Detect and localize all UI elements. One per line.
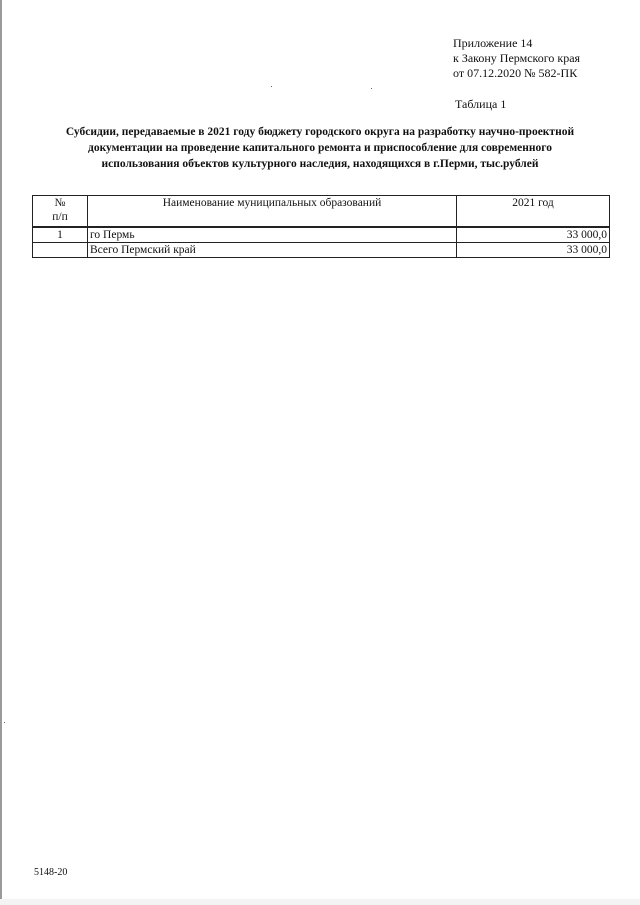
row-municipality: Всего Пермский край bbox=[88, 243, 457, 258]
scan-speck bbox=[4, 722, 5, 723]
appendix-header bbox=[453, 36, 633, 81]
document-title-line: использования объектов культурного наследия, находящихся в г.Перми, тыс.рублей bbox=[101, 158, 539, 170]
row-value: 33 000,0 bbox=[457, 227, 610, 243]
row-value: 33 000,0 bbox=[457, 243, 610, 258]
column-header-number-top: № bbox=[54, 197, 66, 209]
appendix-number: Приложение 14 bbox=[453, 36, 533, 50]
scan-speck bbox=[271, 86, 272, 87]
table-label: Таблица 1 bbox=[455, 97, 507, 111]
column-header-year: 2021 год bbox=[457, 196, 610, 228]
scan-left-edge bbox=[0, 0, 2, 905]
row-number bbox=[33, 243, 88, 258]
row-number: 1 bbox=[33, 227, 88, 243]
document-title bbox=[28, 124, 612, 172]
document-title-line: Субсидии, передаваемые в 2021 году бюджету городского округа на разработку научно-проектной bbox=[65, 126, 575, 138]
scan-speck bbox=[371, 88, 372, 89]
row-municipality: го Пермь bbox=[88, 227, 457, 243]
column-header-name: Наименование муниципальных образований bbox=[88, 196, 457, 228]
column-header-number-bottom: п/п bbox=[52, 211, 68, 223]
document-code: 5148-20 bbox=[34, 867, 68, 878]
appendix-law-date: от 07.12.2020 № 582-ПК bbox=[453, 66, 578, 80]
table-header-row bbox=[33, 196, 610, 228]
table-total-row bbox=[33, 243, 610, 258]
document-title-line: документации на проведение капитального ремонта и приспособление для современного bbox=[88, 142, 552, 154]
column-header-number bbox=[33, 196, 88, 228]
subsidy-table bbox=[32, 195, 610, 258]
table-row bbox=[33, 227, 610, 243]
scan-bottom-edge bbox=[0, 899, 640, 905]
appendix-law-reference: к Закону Пермского края bbox=[453, 51, 581, 65]
